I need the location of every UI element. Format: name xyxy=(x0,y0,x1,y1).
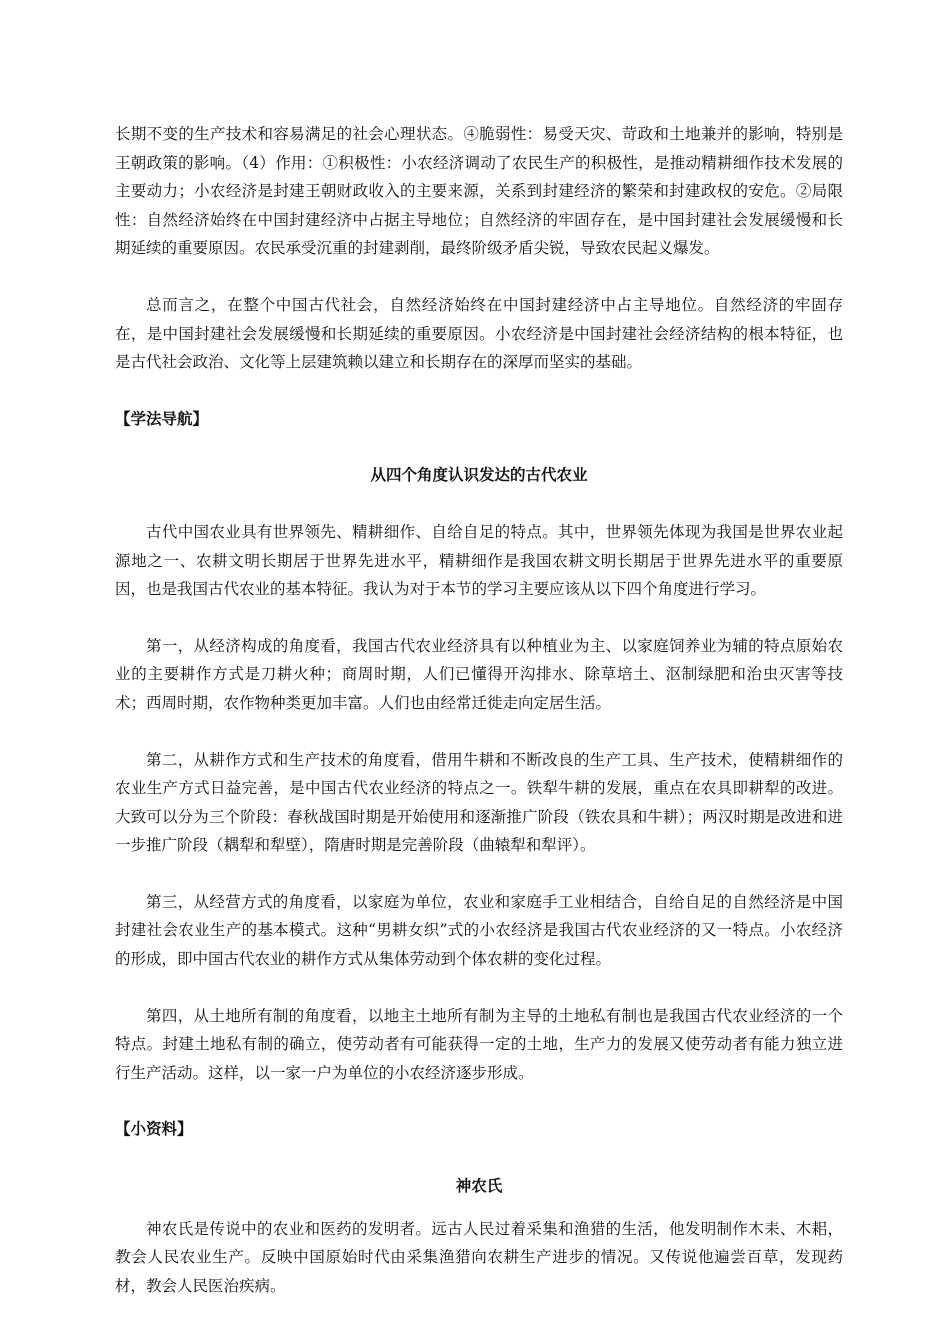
spacer xyxy=(115,860,843,888)
spacer xyxy=(115,490,843,518)
spacer xyxy=(115,604,843,632)
study-paragraph: 第二，从耕作方式和生产技术的角度看，借用牛耕和不断改良的生产工具、生产技术，使精耕细作的农业生产方式日益完善，是中国古代农业经济的特点之一。铁犁牛耕的发展，重点在农具即耕犁的改进。大致可以分为三个阶段：春秋战国时期是开始使用和逐渐推广阶段（铁农具和牛耕）；两汉时期是改进和进一步推广阶段（耦犁和犁壁），隋唐时期是完善阶段（曲辕犁和犁评）。 xyxy=(115,750,843,855)
info-title: 神农氏 xyxy=(455,1177,503,1196)
study-guide-label: 【学法导航】 xyxy=(115,409,209,428)
study-guide-title: 从四个角度认识发达的古代农业 xyxy=(370,466,588,485)
continuation-paragraph: 长期不变的生产技术和容易满足的社会心理状态。④脆弱性：易受天灾、苛政和土地兼并的影响，特别是王朝政策的影响。（4）作用：①积极性：小农经济调动了农民生产的积极性，是推动精耕细作技术发展的主要动力；小农经济是封建王朝财政收入的主要来源，关系到封建经济的繁荣和封建政权的安危。②局限性：自然经济始终在中国封建经济中占据主导地位；自然经济的牢固存在，是中国封建社会发展缓慢和长期延续的重要原因。农民承受沉重的封建剥削，最终阶级矛盾尖锐，导致农民起义爆发。 xyxy=(115,125,843,258)
document-page xyxy=(115,120,843,1300)
spacer xyxy=(115,1201,843,1215)
spacer xyxy=(115,974,843,1002)
study-paragraph: 第三，从经营方式的角度看，以家庭为单位，农业和家庭手工业相结合，自给自足的自然经济是中国封建社会农业生产的基本模式。这种“男耕女织”式的小农经济是我国古代农业经济的又一特点。小农经济的形成，即中国古代农业的耕作方式从集体劳动到个体农耕的变化过程。 xyxy=(115,892,843,969)
spacer xyxy=(115,433,843,461)
info-paragraph: 神农氏是传说中的农业和医药的发明者。远古人民过着采集和渔猎的生活，他发明制作木耒、木耜，教会人民农业生产。反映中国原始时代由采集渔猎向农耕生产进步的情况。又传说他遍尝百草，发现药材，教会人民医治疾病。 xyxy=(115,1219,843,1295)
spacer xyxy=(115,1144,843,1172)
spacer xyxy=(115,718,843,746)
study-paragraph: 古代中国农业具有世界领先、精耕细作、自给自足的特点。其中，世界领先体现为我国是世界农业起源地之一、农耕文明长期居于世界先进水平，精耕细作是我国农耕文明长期居于世界先进水平的重要原因，也是我国古代农业的基本特征。我认为对于本节的学习主要应该从以下四个角度进行学习。 xyxy=(115,522,843,599)
study-paragraph: 第一，从经济构成的角度看，我国古代农业经济具有以种植业为主、以家庭饲养业为辅的特点原始农业的主要耕作方式是刀耕火种；商周时期，人们已懂得开沟排水、除草培土、沤制绿肥和治虫灭害等技术；西周时期，农作物种类更加丰富。人们也由经常迁徙走向定居生活。 xyxy=(115,636,843,712)
spacer xyxy=(115,263,843,291)
spacer xyxy=(115,377,843,405)
spacer xyxy=(115,1087,843,1115)
summary-paragraph: 总而言之，在整个中国古代社会，自然经济始终在中国封建经济中占主导地位。自然经济的牢固存在，是中国封建社会发展缓慢和长期延续的重要原因。小农经济是中国封建社会经济结构的根本特征，也是古代社会政治、文化等上层建筑赖以建立和长期存在的深厚而坚实的基础。 xyxy=(115,295,843,372)
info-label: 【小资料】 xyxy=(115,1120,193,1139)
study-paragraph: 第四，从土地所有制的角度看，以地主土地所有制为主导的土地私有制也是我国古代农业经济的一个特点。封建土地私有制的确立，使劳动者有可能获得一定的土地，生产力的发展又使劳动者有能力独立进行生产活动。这样，以一家一户为单位的小农经济逐步形成。 xyxy=(115,1006,843,1082)
